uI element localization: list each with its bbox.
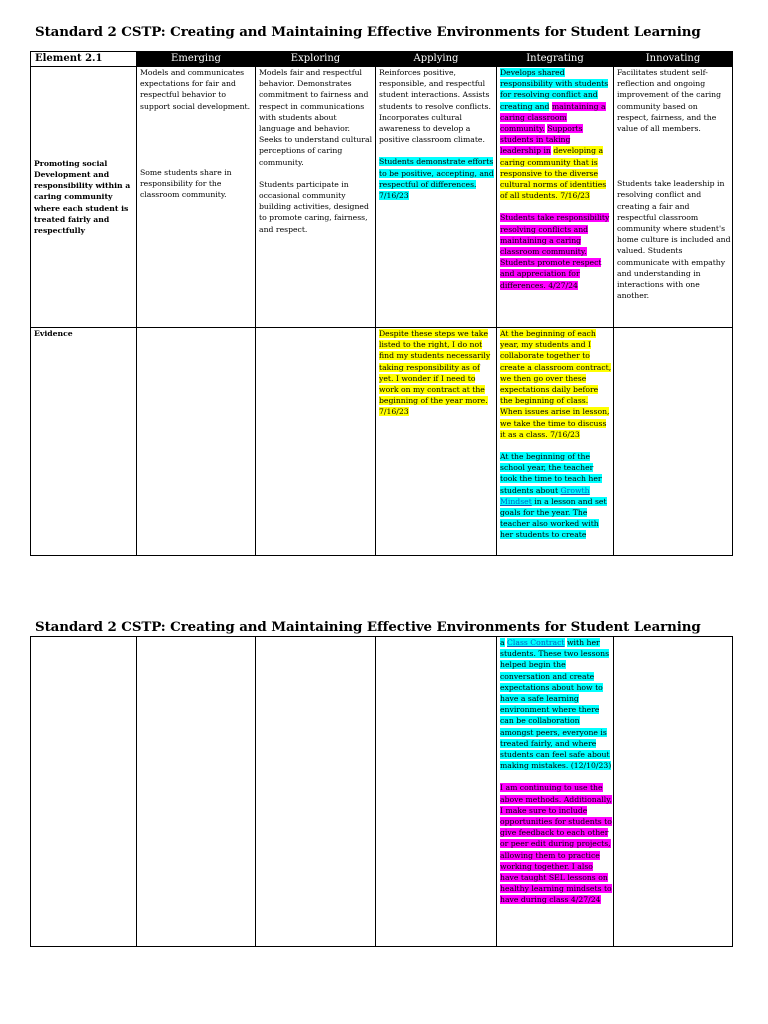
applying-text-2: Incorporates cultural awareness to develop a positive classroom climate. <box>379 112 485 145</box>
exploring-text-3: Students participate in occasional community building activities, designed to promote caring, fairness, and respect. <box>259 179 369 234</box>
column-header-applying: Applying <box>376 52 497 67</box>
evidence-integrating-text-2 <box>500 452 607 539</box>
page-title: Standard 2 CSTP: Creating and Maintaining Effective Environments for Student Learning <box>35 24 701 40</box>
cont-innovating-cell <box>614 637 733 947</box>
evidence-exploring-cell <box>256 328 376 556</box>
integrating-text-d: developing a caring community that is responsive to the diverse cultural norms of identities of all students. 7/16/23 <box>500 146 607 201</box>
column-header-integrating: Integrating <box>497 52 614 67</box>
integrating-text-b: maintaining a caring classroom community. <box>500 101 606 134</box>
evidence-integrating-text-2a: At the beginning of the school year, the teacher took the time to teach her students about <box>500 452 602 495</box>
class-contract-link[interactable]: Class Contract <box>507 638 565 647</box>
exploring-text-1: Models fair and respectful behavior. Demonstrates commitment to fairness and respect in communications with students about language and behavior. <box>259 68 369 134</box>
continued-row <box>31 637 733 947</box>
exploring-cell <box>256 67 376 328</box>
exploring-text-2: Seeks to understand cultural perceptions of caring community. <box>259 135 373 167</box>
emerging-cell <box>137 67 256 328</box>
growth-mindset-link[interactable]: Growth Mindset <box>500 485 590 506</box>
column-header-emerging: Emerging <box>137 52 256 67</box>
cont-integrating-cell <box>497 637 614 947</box>
innovating-text-1: Facilitates student self-reflection and ongoing improvement of the caring community based on respect, fairness, and the value of all members. <box>617 68 722 134</box>
rubric-table-continued <box>30 636 733 947</box>
column-header-innovating: Innovating <box>614 52 733 67</box>
cont-exploring-cell <box>256 637 376 947</box>
element-label: Element 2.1 <box>31 52 137 67</box>
page-title-continued: Standard 2 CSTP: Creating and Maintaining Effective Environments for Student Learning <box>35 619 701 635</box>
emerging-text-2: Some students share in responsibility for the classroom community. <box>140 167 232 200</box>
standard-row <box>31 67 733 328</box>
integrating-text-a: Develops shared responsibility with students for resolving conflict and creating and <box>500 68 609 111</box>
evidence-innovating-cell <box>614 328 733 556</box>
applying-text-1: Reinforces positive, responsible, and respectful student interactions. Assists students to resolve conflicts. <box>379 68 491 111</box>
row-label-cell <box>31 67 137 328</box>
applying-cell <box>376 67 497 328</box>
evidence-emerging-cell <box>137 328 256 556</box>
integrating-cell <box>497 67 614 328</box>
emerging-text-1: Models and communicates expectations for fair and respectful behavior to support social development. <box>140 68 251 111</box>
evidence-integrating-text-1: At the beginning of each year, my students and I collaborate together to create a classroom contract, we then go over these expectations daily before the beginning of class. When issues arise in lesson, we take the time to discuss it as a class. 7/16/23 <box>500 329 612 439</box>
evidence-integrating-cell <box>497 328 614 556</box>
cont-text-a: a <box>500 638 505 647</box>
evidence-label-cell <box>31 328 137 556</box>
header-row <box>31 52 733 67</box>
cont-label-cell <box>31 637 137 947</box>
cont-text-1 <box>500 637 612 771</box>
cont-text-c: I am continuing to use the above methods. Additionally, I make sure to include opportunities for students to give feedback to each other or peer edit during projects, allowing them to practice working together. I also have taught SEL lessons on healthy learning mindsets to have during class 4/27/24 <box>500 783 612 905</box>
cont-applying-cell <box>376 637 497 947</box>
evidence-applying-text: Despite these steps we take listed to the right, I do not find my students necessarily taking responsibility as of yet. I wonder if I need to work on my contract at the beginning of the year more. 7/16/23 <box>379 329 491 417</box>
cont-emerging-cell <box>137 637 256 947</box>
row-label: Promoting social Development and responsibility within a caring community where each student is treated fairly and respectfully <box>34 158 131 235</box>
integrating-text-c: Supports students in taking leadership in <box>500 124 583 156</box>
cont-text-b: with her students. These two lessons helped begin the conversation and create expectations about how to have a safe learning environment where there can be collaboration amongst peers, everyone is treated fairly, and where students can feel safe about making mistakes. (12/10/23) <box>500 638 612 771</box>
evidence-integrating-text-2b: in a lesson and set goals for the year. The teacher also worked with her students to create <box>500 496 607 540</box>
rubric-table <box>30 51 733 556</box>
evidence-label: Evidence <box>34 329 73 338</box>
applying-highlight: Students demonstrate efforts to be positive, accepting, and respectful of differences. 7/16/23 <box>379 157 494 201</box>
evidence-applying-cell <box>376 328 497 556</box>
innovating-cell <box>614 67 733 328</box>
evidence-row <box>31 328 733 556</box>
column-header-exploring: Exploring <box>256 52 376 67</box>
integrating-text-e: Students take responsibility resolving conflicts and maintaining a caring classroom community. Students promote respect and appreciation for differences. 4/27/24 <box>500 213 610 290</box>
innovating-text-2: Students take leadership in resolving conflict and creating a fair and respectful classroom community where student's home culture is included and valued. Students communicate with empathy and understanding in interactions with one another. <box>617 179 731 301</box>
